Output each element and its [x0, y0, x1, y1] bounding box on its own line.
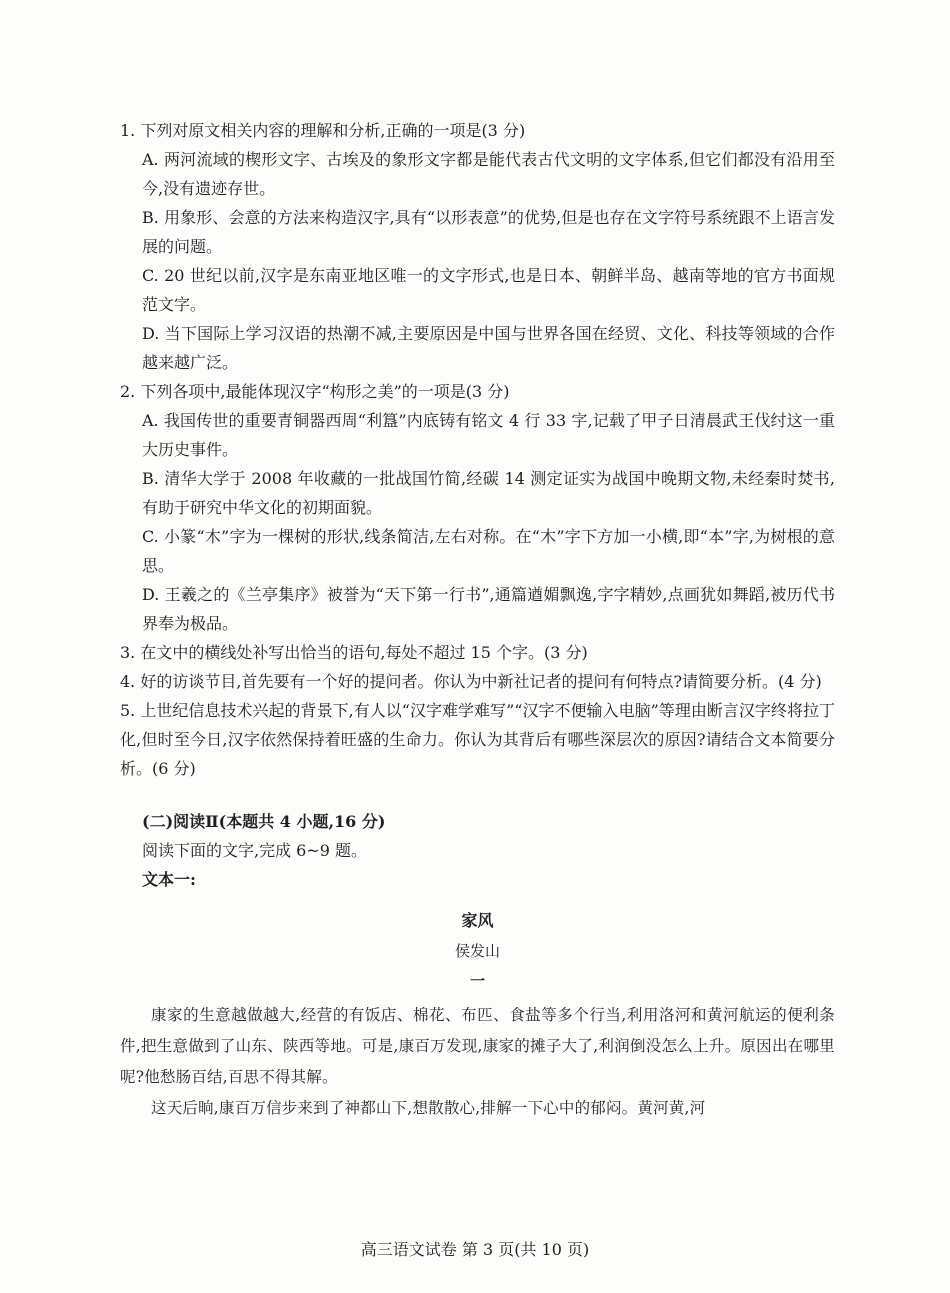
question-stem: 5. 上世纪信息技术兴起的背景下,有人以“汉字难学难写”“汉字不便输入电脑”等理由断言汉字终将拉丁化,但时至今日,汉字依然保持着旺盛的生命力。你认为其背后有哪些深层次的原因?请结合文本简要分析。(6 分): [120, 701, 835, 778]
question-option-c: C. 小篆“木”字为一棵树的形状,线条简洁,左右对称。在“木”字下方加一小横,即“本”字,为树根的意思。: [142, 527, 835, 575]
question-option-d: D. 王羲之的《兰亭集序》被誉为“天下第一行书”,通篇遒媚飘逸,字字精妙,点画犹如舞蹈,被历代书界奉为极品。: [142, 585, 835, 633]
question-option-a: A. 我国传世的重要青铜器西周“利簋”内底铸有铭文 4 行 33 字,记载了甲子日清晨武王伐纣这一重大历史事件。: [142, 411, 835, 459]
article-part-number: 一: [469, 972, 485, 990]
question-option-c: C. 20 世纪以前,汉字是东南亚地区唯一的文字形式,也是日本、朝鲜半岛、越南等地的官方书面规范文字。: [142, 266, 835, 314]
question-stem: 3. 在文中的横线处补写出恰当的语句,每处不超过 15 个字。(3 分): [120, 643, 588, 662]
article-title: 家风: [461, 911, 494, 930]
question-option-d: D. 当下国际上学习汉语的热潮不减,主要原因是中国与世界各国在经贸、文化、科技等领域的合作越来越广泛。: [142, 324, 835, 372]
question-option-b: B. 用象形、会意的方法来构造汉字,具有“以形表意”的优势,但是也存在文字符号系统跟不上语言发展的问题。: [142, 208, 835, 256]
question-4: [120, 667, 835, 696]
question-5: [120, 696, 835, 783]
text-label: 文本一:: [142, 870, 196, 889]
section-instruction: 阅读下面的文字,完成 6~9 题。: [142, 841, 368, 860]
page-content: [120, 116, 835, 1124]
page-footer: 高三语文试卷 第 3 页(共 10 页): [360, 1240, 590, 1259]
question-3: [120, 638, 835, 667]
article-paragraph: 这天后晌,康百万信步来到了神都山下,想散散心,排解一下心中的郁闷。黄河黄,河: [151, 1099, 706, 1117]
section-title: (二)阅读Ⅱ(本题共 4 小题,16 分): [142, 812, 386, 831]
question-stem: 4. 好的访谈节目,首先要有一个好的提问者。你认为中新社记者的提问有何特点?请简要分析。(4 分): [120, 672, 822, 691]
article-paragraph: 康家的生意越做越大,经营的有饭店、棉花、布匹、食盐等多个行当,利用洛河和黄河航运的便利条件,把生意做到了山东、陕西等地。可是,康百万发现,康家的摊子大了,利润倒没怎么上升。原因出在哪里呢?他愁肠百结,百思不得其解。: [120, 1006, 835, 1086]
question-option-b: B. 清华大学于 2008 年收藏的一批战国竹简,经碳 14 测定证实为战国中晚期文物,未经秦时焚书,有助于研究中华文化的初期面貌。: [142, 469, 835, 517]
question-1: [120, 116, 835, 377]
article: [120, 906, 835, 1124]
reading-section: [120, 807, 835, 894]
article-author: 侯发山: [454, 942, 500, 960]
question-stem: 2. 下列各项中,最能体现汉字“构形之美”的一项是(3 分): [120, 382, 510, 401]
question-stem: 1. 下列对原文相关内容的理解和分析,正确的一项是(3 分): [120, 121, 526, 140]
question-option-a: A. 两河流域的楔形文字、古埃及的象形文字都是能代表古代文明的文字体系,但它们都没有沿用至今,没有遗迹存世。: [142, 150, 835, 198]
question-2: [120, 377, 835, 638]
section-spacer: [120, 783, 835, 807]
